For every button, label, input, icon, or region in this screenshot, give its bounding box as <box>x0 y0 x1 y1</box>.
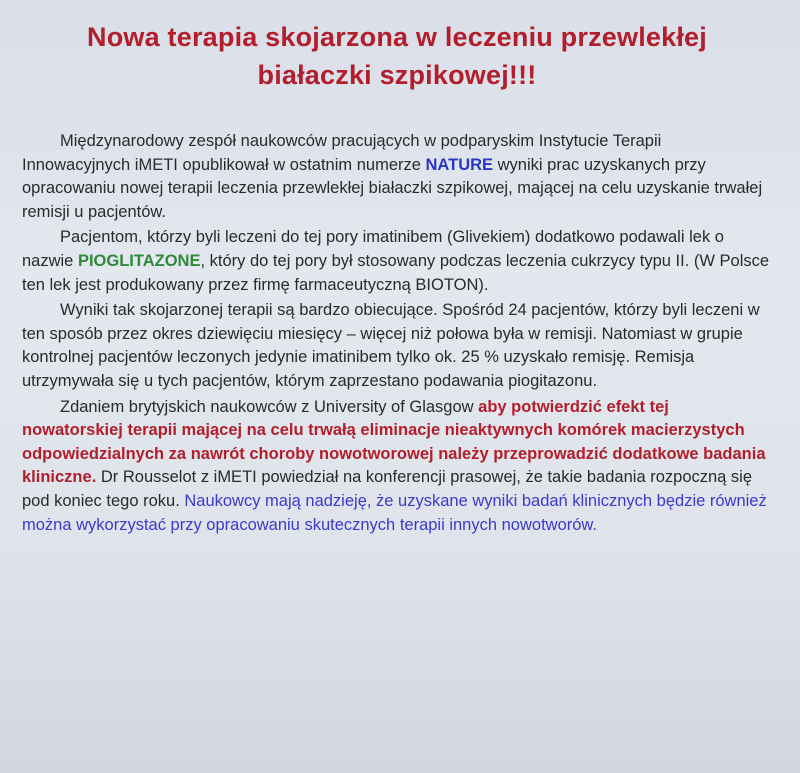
title-line-2: białaczki szpikowej!!! <box>257 60 537 90</box>
paragraph-2 <box>22 226 772 297</box>
p2-text-a: Pacjentom, którzy byli leczeni do tej pory imatinibem (Glivekiem) dodatkowo podawali lek o nazwie <box>22 228 724 270</box>
title-line-1: Nowa terapia skojarzona w leczeniu przewlekłej <box>87 22 707 52</box>
p4-highlight-blue: Naukowcy mają nadzieję, że uzyskane wyniki badań klinicznych będzie również można wykorzystać przy opracowaniu skutecznych terapii innych nowotworów. <box>22 491 767 534</box>
p4-highlight-red: aby potwierdzić efekt tej nowatorskiej terapii mającej na celu trwałą eliminacje nieaktywnych komórek macierzystych odpowiedzialnych za nawrót choroby nowotworowej należy przeprowadzić dodatkowe badania kliniczne. <box>22 397 766 487</box>
journal-name: NATURE <box>425 155 494 174</box>
p2-text-b: , który do tej pory był stosowany podczas leczenia cukrzycy typu II. (W Polsce ten lek jest produkowany przez firmę farmaceutyczną BIOTON). <box>22 251 770 294</box>
paragraph-1 <box>22 130 772 224</box>
paragraph-4 <box>22 396 772 538</box>
p1-text-b: wyniki prac uzyskanych przy opracowaniu nowej terapii leczenia przewlekłej białaczki szpikowej, mającej na celu uzyskanie trwałej remisji u pacjentów. <box>22 155 763 221</box>
slide-body <box>22 130 772 537</box>
p4-text-b: Dr Rousselot z iMETI powiedział na konferencji prasowej, że takie badania rozpoczną się pod koniec tego roku. <box>22 468 753 510</box>
paragraph-3: Wyniki tak skojarzonej terapii są bardzo obiecujące. Spośród 24 pacjentów, którzy byli leczeni w ten sposób przez okres dziewięciu miesięcy – więcej niż połowa była w remisji. Natomiast w grupie kontrolnej pacjentów leczonych jedynie imatinibem tylko ok. 25 % uzyskało remisję. Remisja utrzymywała się u tych pacjentów, którym zaprzestano podawania piogitazonu. <box>22 301 760 390</box>
slide-title <box>22 18 772 94</box>
drug-name: PIOGLITAZONE <box>77 251 201 270</box>
p4-text-a: Zdaniem brytyjskich naukowców z University of Glasgow <box>60 397 479 416</box>
p1-text-a: Międzynarodowy zespół naukowców pracujących w podparyskim Instytucie Terapii Innowacyjnych iMETI opublikował w ostatnim numerze <box>22 132 662 174</box>
